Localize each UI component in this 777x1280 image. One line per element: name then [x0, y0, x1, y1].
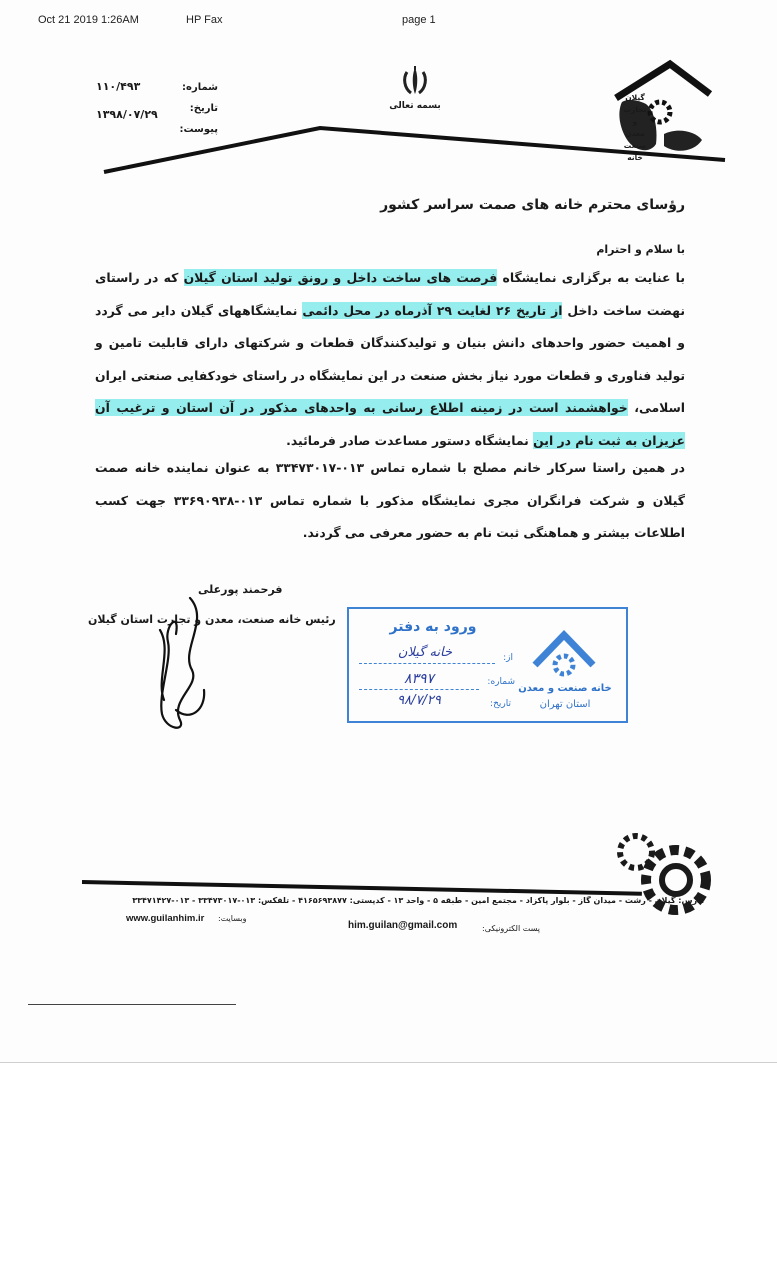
org-logo-line: گیلان	[625, 93, 645, 102]
gear-icon	[612, 822, 716, 926]
stamp-number-value: ۸۳۹۷	[403, 671, 435, 687]
org-logo-text	[620, 92, 650, 164]
highlighted-text: از تاریخ ۲۶ لغایت ۲۹ آذرماه در محل دائمی	[302, 302, 563, 318]
number-value: ۱۱۰/۴۹۳	[96, 80, 141, 93]
stamp-org-line2: استان تهران	[539, 699, 591, 710]
date-label: تاریخ:	[189, 103, 218, 114]
highlighted-text: فرصت های ساخت داخل و رونق تولید استان گیلان	[183, 270, 498, 285]
received-stamp	[347, 607, 628, 723]
body-text: که در راستای نهضت ساخت داخل	[95, 270, 685, 318]
stamp-date-value: ۹۸/۷/۲۹	[397, 693, 441, 708]
recipient: رؤسای محترم خانه های صمت سراسر کشور	[380, 197, 685, 213]
fax-sender: HP Fax	[186, 14, 223, 26]
stamp-org-logo-icon	[529, 627, 599, 683]
handwritten-signature	[150, 590, 230, 740]
stamp-number-label: شماره:	[487, 677, 515, 687]
signer-title: رئیس خانه صنعت، معدن و تجارت استان گیلان	[88, 613, 336, 626]
org-logo-line: صنعت	[623, 141, 647, 150]
body-text: با عنایت به برگزاری نمایشگاه	[497, 270, 685, 285]
stamp-divider	[359, 689, 479, 690]
footer-email: him.guilan@gmail.com	[348, 920, 458, 931]
footer-email-label: پست الکترونیکی:	[482, 924, 540, 933]
date-value: ۱۳۹۸/۰۷/۲۹	[96, 108, 158, 121]
attachment-label: پیوست:	[179, 124, 218, 135]
highlighted-text: خواهشمند است در زمینه اطلاع رسانی به واحدهای مذکور در آن استان و ترغیب آن عزیزان به ثبت نام در این	[95, 400, 685, 448]
stamp-divider	[359, 663, 495, 664]
body-paragraph-2: در همین راستا سرکار خانم مصلح با شماره تماس ۰۱۳-۳۳۴۷۳۰۱۷ به عنوان نماینده خانه صمت گیلان و شرکت فرانگران مجری نمایشگاه مذکور با شماره تماس ۰۱۳-۳۳۶۹۰۹۳۸ جهت کسب اطلاعات بیشتر و هماهنگی ثبت نام به حضور معرفی می گردند.	[95, 460, 685, 540]
org-logo-line: معدن	[625, 129, 645, 138]
fax-page-number: page 1	[402, 14, 436, 26]
stamp-from-label: از:	[503, 653, 513, 663]
org-logo-line: تجارت	[623, 105, 647, 114]
stamp-title: ورود به دفتر	[389, 619, 477, 635]
bottom-rule	[28, 1004, 236, 1005]
footer-address: آدرس: گیلان - رشت - میدان گاز - بلوار پاکزاد - مجتمع امین - طبقه ۵ - واحد ۱۳ - کدپستی: ۴۱۶۵۶۹۳۸۷۷ - تلفکس: ۰۱۳-۳۳۴۷۳۰۱۷ - ۰۱۳-۳۳۴۷۱۴۲۷	[132, 896, 704, 905]
body-text: نمایشگاه دستور مساعدت صادر فرمائید.	[286, 432, 534, 448]
khane-samt-logo-icon	[598, 58, 718, 168]
footer-website: www.guilanhim.ir	[126, 913, 205, 924]
fax-date: Oct 21 2019 1:26AM	[38, 14, 139, 26]
stamp-from-value: خانه گیلان	[397, 645, 453, 660]
besmeh-caption: بسمه تعالی	[389, 101, 441, 111]
footer-rule	[82, 880, 642, 896]
org-logo-line: و	[632, 117, 638, 126]
footer-website-label: وبسایت:	[218, 914, 247, 923]
number-label: شماره:	[182, 82, 218, 93]
stamp-org-line1: خانه صنعت و معدن	[518, 683, 612, 694]
org-logo-line: خانه	[627, 153, 643, 162]
signer-name: فرحمند پورعلی	[198, 583, 283, 596]
body-text: نمایشگاههای گیلان دایر می گردد و اهمیت حضور واحدهای دانش بنیان و تولیدکنندگان قطعات و شرکتهای دارای قابلیت تامین و تولید فناوری و قطعات مورد نیاز بخش صنعت در این نمایشگاه در راستای خودکفایی صنعتی ایران اسلامی،	[95, 302, 685, 415]
greeting: با سلام و احترام	[596, 243, 685, 256]
stamp-date-label: تاریخ:	[490, 699, 511, 709]
body-paragraph-1	[95, 262, 685, 457]
